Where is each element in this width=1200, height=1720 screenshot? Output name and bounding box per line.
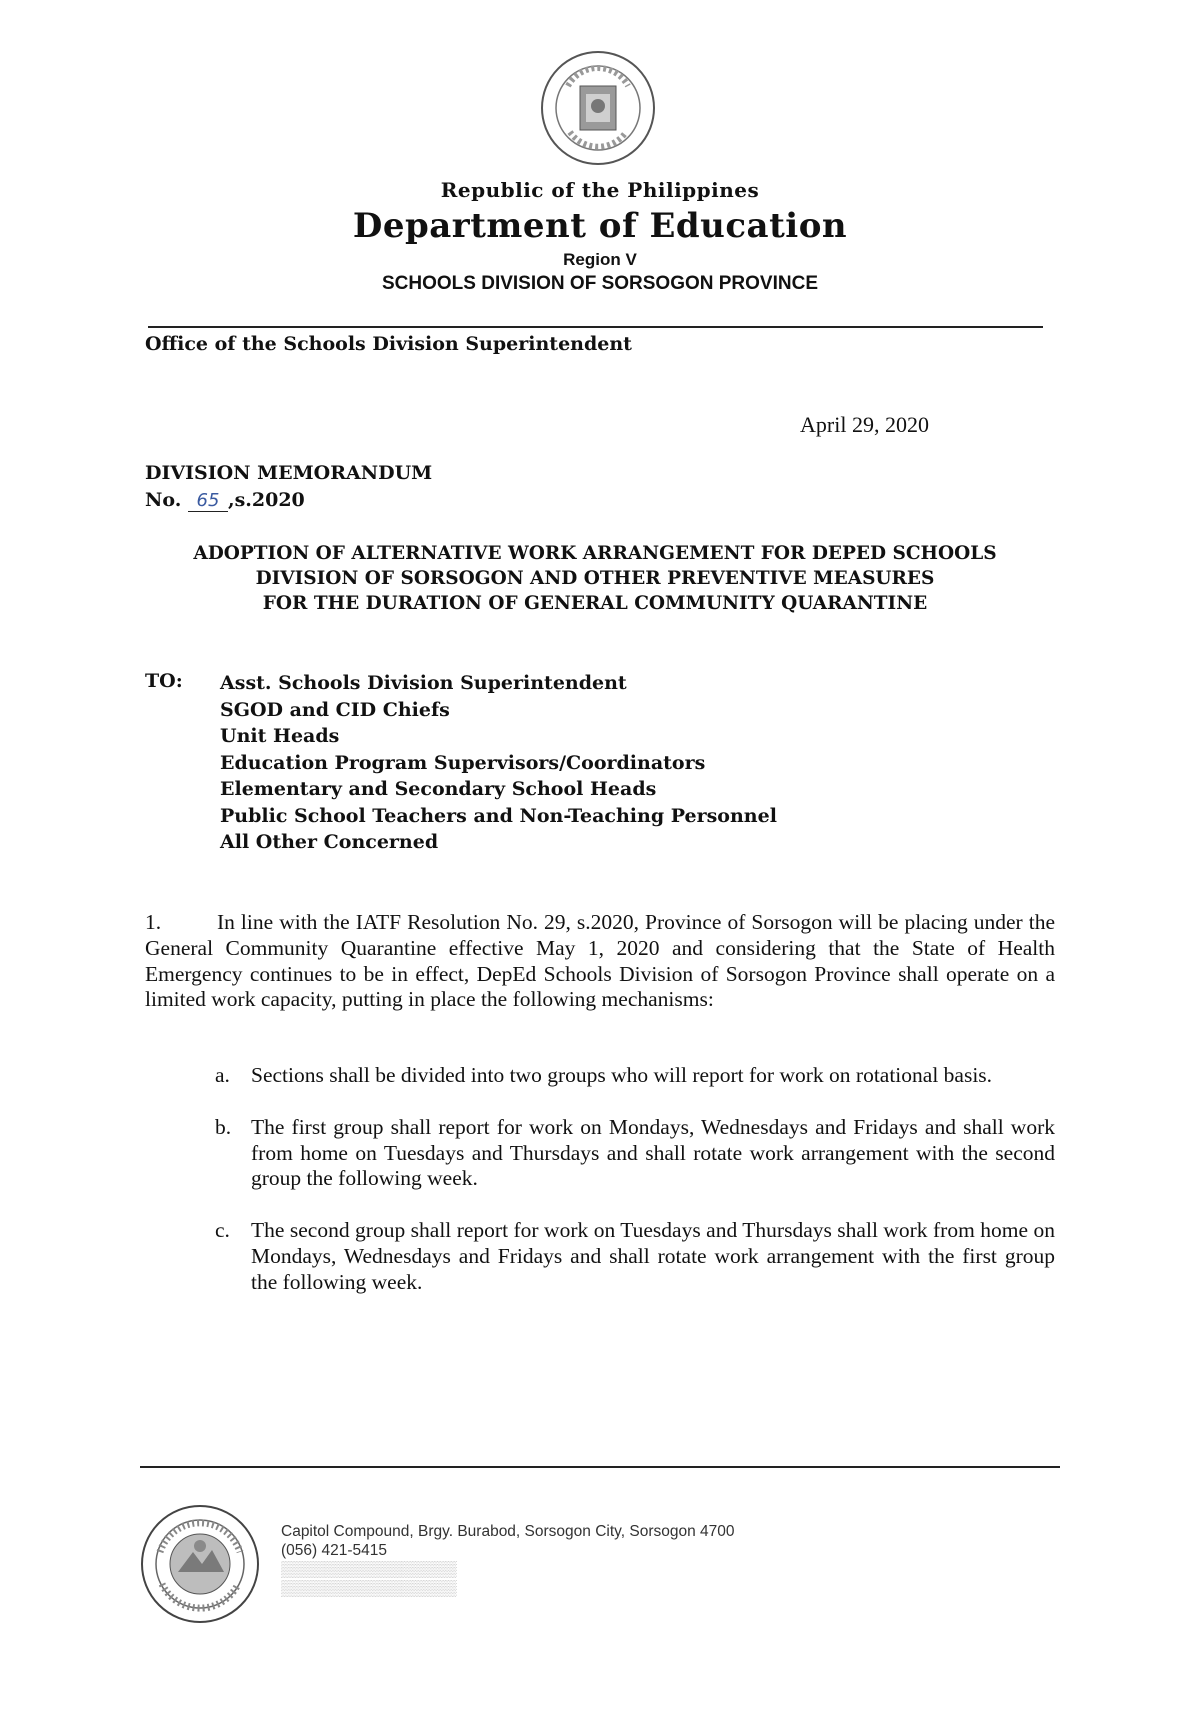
footer-address: Capitol Compound, Brgy. Burabod, Sorsogon City, Sorsogon 4700 (281, 1523, 735, 1540)
recipient: All Other Concerned (220, 831, 439, 853)
memo-number-handwritten: 65 (188, 490, 228, 512)
deped-seal-logo (538, 48, 658, 168)
list-item-text: Sections shall be divided into two groups who will report for work on rotational basis. (251, 1063, 993, 1087)
to-label: TO: (145, 670, 183, 692)
division-heading: SCHOOLS DIVISION OF SORSOGON PROVINCE (382, 273, 818, 294)
recipient: Education Program Supervisors/Coordinators (220, 751, 706, 774)
list-item-marker: c. (215, 1218, 230, 1243)
recipient: SGOD and CID Chiefs (220, 698, 450, 721)
list-item-text: The first group shall report for work on Mondays, Wednesdays and Fridays and shall work from home on Tuesdays and Thursdays and shall rotate work arrangement with the second group the following week. (251, 1114, 1055, 1191)
list-item-marker: a. (215, 1063, 230, 1087)
recipient: Public School Teachers and Non-Teaching Personnel (220, 804, 777, 827)
recipient: Asst. Schools Division Superintendent (220, 672, 627, 694)
list-item (215, 1115, 1055, 1192)
division-seal-logo (138, 1502, 263, 1627)
memo-number (145, 489, 305, 512)
footer-contact (281, 1522, 735, 1598)
memo-date: April 29, 2020 (800, 412, 929, 437)
list-item-text: The second group shall report for work on Tuesdays and Thursdays shall work from home on Mondays, Wednesdays and Fridays and shall rotate work arrangement with the first group the following week. (251, 1218, 1055, 1294)
footer-phone: (056) 421-5415 (281, 1542, 387, 1559)
memo-subject (145, 541, 1045, 616)
department-heading: Department of Education (352, 206, 848, 246)
recipient-list (220, 670, 777, 856)
office-heading: Office of the Schools Division Superintendent (145, 333, 632, 355)
mechanism-list (215, 1063, 1055, 1322)
recipient: Elementary and Secondary School Heads (220, 778, 657, 800)
memo-number-suffix: ,s.2020 (227, 489, 305, 511)
republic-heading: Republic of the Philippines (440, 178, 760, 202)
region-heading: Region V (563, 250, 637, 269)
subject-line: ADOPTION OF ALTERNATIVE WORK ARRANGEMENT FOR DEPED SCHOOLS (193, 543, 997, 564)
paragraph-text: In line with the IATF Resolution No. 29, s.2020, Province of Sorsogon will be placing under the General Community Quarantine effective May 1, 2020 and considering that the State of Health Emergency continues to be in effect, DepEd Schools Division of Sorsogon Province shall operate on a limited work capacity, putting in place the following mechanisms: (145, 910, 1055, 1012)
list-item (215, 1063, 1055, 1089)
list-item-marker: b. (215, 1114, 232, 1139)
paragraph-1 (145, 910, 1055, 1013)
subject-line: FOR THE DURATION OF GENERAL COMMUNITY QUARANTINE (262, 593, 928, 614)
footer-illegible-line: ▒▒▒▒▒▒▒▒▒▒▒▒▒▒▒▒ (281, 1561, 457, 1578)
paragraph-number: 1. (145, 910, 162, 934)
recipient: Unit Heads (220, 725, 340, 747)
list-item (215, 1218, 1055, 1295)
subject-line: DIVISION OF SORSOGON AND OTHER PREVENTIVE MEASURES (255, 568, 935, 589)
memo-number-prefix: No. (145, 489, 182, 511)
footer-illegible-line: ▒▒▒▒▒▒▒▒▒▒▒▒▒▒▒▒ (281, 1580, 457, 1597)
memo-type: DIVISION MEMORANDUM (145, 462, 433, 484)
footer-divider (140, 1466, 1060, 1468)
header-divider (148, 326, 1043, 328)
